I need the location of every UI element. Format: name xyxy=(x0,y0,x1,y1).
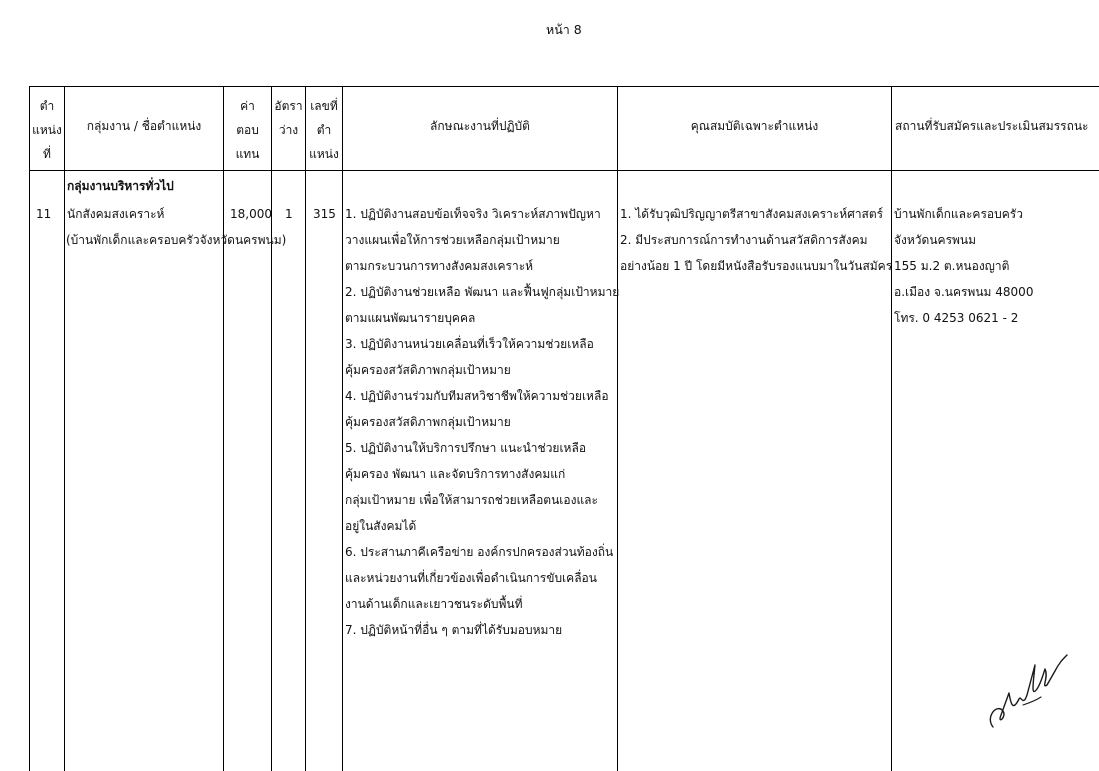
header-no: ตำ แหน่ง ที่ xyxy=(32,99,62,161)
duties-list xyxy=(345,201,619,643)
signature xyxy=(975,645,1070,735)
application-place xyxy=(894,201,1033,331)
place-line: อ.เมือง จ.นครพนม 48000 xyxy=(894,285,1034,299)
place-line: 155 ม.2 ต.หนองญาติ xyxy=(894,259,1010,273)
duty-line: 2. ปฏิบัติงานช่วยเหลือ พัฒนา และฟื้นฟูกลุ่มเป้าหมาย xyxy=(345,285,620,299)
table-top-border xyxy=(29,86,1099,87)
qualification-line: 2. มีประสบการณ์การทำงานด้านสวัสดิการสังคม xyxy=(620,233,868,247)
col-border xyxy=(271,86,272,771)
col-border xyxy=(305,86,306,771)
place-line: จังหวัดนครพนม xyxy=(894,233,977,247)
salary: 18,000 xyxy=(230,207,272,221)
duty-line: อยู่ในสังคมได้ xyxy=(345,519,417,533)
row-number: 11 xyxy=(36,207,52,221)
group-title: กลุ่มงานบริหารทั่วไป xyxy=(67,179,174,193)
header-duties: ลักษณะงานที่ปฏิบัติ xyxy=(430,119,530,133)
header-salary: ค่า ตอบ แทน xyxy=(235,99,260,161)
header-vacancy: อัตรา ว่าง xyxy=(274,99,303,137)
page-number: หน้า 8 xyxy=(546,22,582,37)
header-position-no: เลขที่ ตำ แหน่ง xyxy=(309,99,339,161)
duty-line: 1. ปฏิบัติงานสอบข้อเท็จจริง วิเคราะห์สภาพปัญหา xyxy=(345,207,601,221)
duty-line: 6. ประสานภาคีเครือข่าย องค์กรปกครองส่วนท้องถิ่น xyxy=(345,545,614,559)
col-border xyxy=(64,86,65,771)
duty-line: 3. ปฏิบัติงานหน่วยเคลื่อนที่เร็วให้ความช่วยเหลือ xyxy=(345,337,594,351)
position-unit: (บ้านพักเด็กและครอบครัวจังหวัดนครพนม) xyxy=(66,233,287,247)
position-title: นักสังคมสงเคราะห์ xyxy=(67,207,165,221)
duty-line: ตามแผนพัฒนารายบุคคล xyxy=(345,311,476,325)
header-place: สถานที่รับสมัครและประเมินสมรรถนะ xyxy=(895,119,1089,133)
header-position: กลุ่มงาน / ชื่อตำแหน่ง xyxy=(86,119,202,133)
qualification-line: อย่างน้อย 1 ปี โดยมีหนังสือรับรองแนบมาในวันสมัคร xyxy=(620,259,893,273)
header-qualifications: คุณสมบัติเฉพาะตำแหน่ง xyxy=(690,119,819,133)
duty-line: วางแผนเพื่อให้การช่วยเหลือกลุ่มเป้าหมาย xyxy=(345,233,560,247)
duty-line: คุ้มครองสวัสดิภาพกลุ่มเป้าหมาย xyxy=(345,363,511,377)
place-line: โทร. 0 4253 0621 - 2 xyxy=(894,311,1019,325)
header-bottom-border xyxy=(29,170,1099,171)
duty-line: 4. ปฏิบัติงานร่วมกับทีมสหวิชาชีพให้ความช่วยเหลือ xyxy=(345,389,609,403)
duty-line: กลุ่มเป้าหมาย เพื่อให้สามารถช่วยเหลือตนเองและ xyxy=(345,493,598,507)
col-border xyxy=(223,86,224,771)
vacancy: 1 xyxy=(285,207,293,221)
position-number: 315 xyxy=(313,207,336,221)
duty-line: คุ้มครองสวัสดิภาพกลุ่มเป้าหมาย xyxy=(345,415,511,429)
col-border xyxy=(29,86,30,771)
duty-line: 7. ปฏิบัติหน้าที่อื่น ๆ ตามที่ได้รับมอบหมาย xyxy=(345,623,563,637)
duty-line: และหน่วยงานที่เกี่ยวข้องเพื่อดำเนินการขับเคลื่อน xyxy=(345,571,597,585)
duty-line: คุ้มครอง พัฒนา และจัดบริการทางสังคมแก่ xyxy=(345,467,566,481)
duty-line: งานด้านเด็กและเยาวชนระดับพื้นที่ xyxy=(345,597,523,611)
qualifications-list xyxy=(620,201,892,279)
duty-line: ตามกระบวนการทางสังคมสงเคราะห์ xyxy=(345,259,534,273)
qualification-line: 1. ได้รับวุฒิปริญญาตรีสาขาสังคมสงเคราะห์ศาสตร์ xyxy=(620,207,884,221)
col-border xyxy=(891,86,892,771)
place-line: บ้านพักเด็กและครอบครัว xyxy=(894,207,1023,221)
duty-line: 5. ปฏิบัติงานให้บริการปรึกษา แนะนำช่วยเหลือ xyxy=(345,441,587,455)
col-border xyxy=(342,86,343,771)
